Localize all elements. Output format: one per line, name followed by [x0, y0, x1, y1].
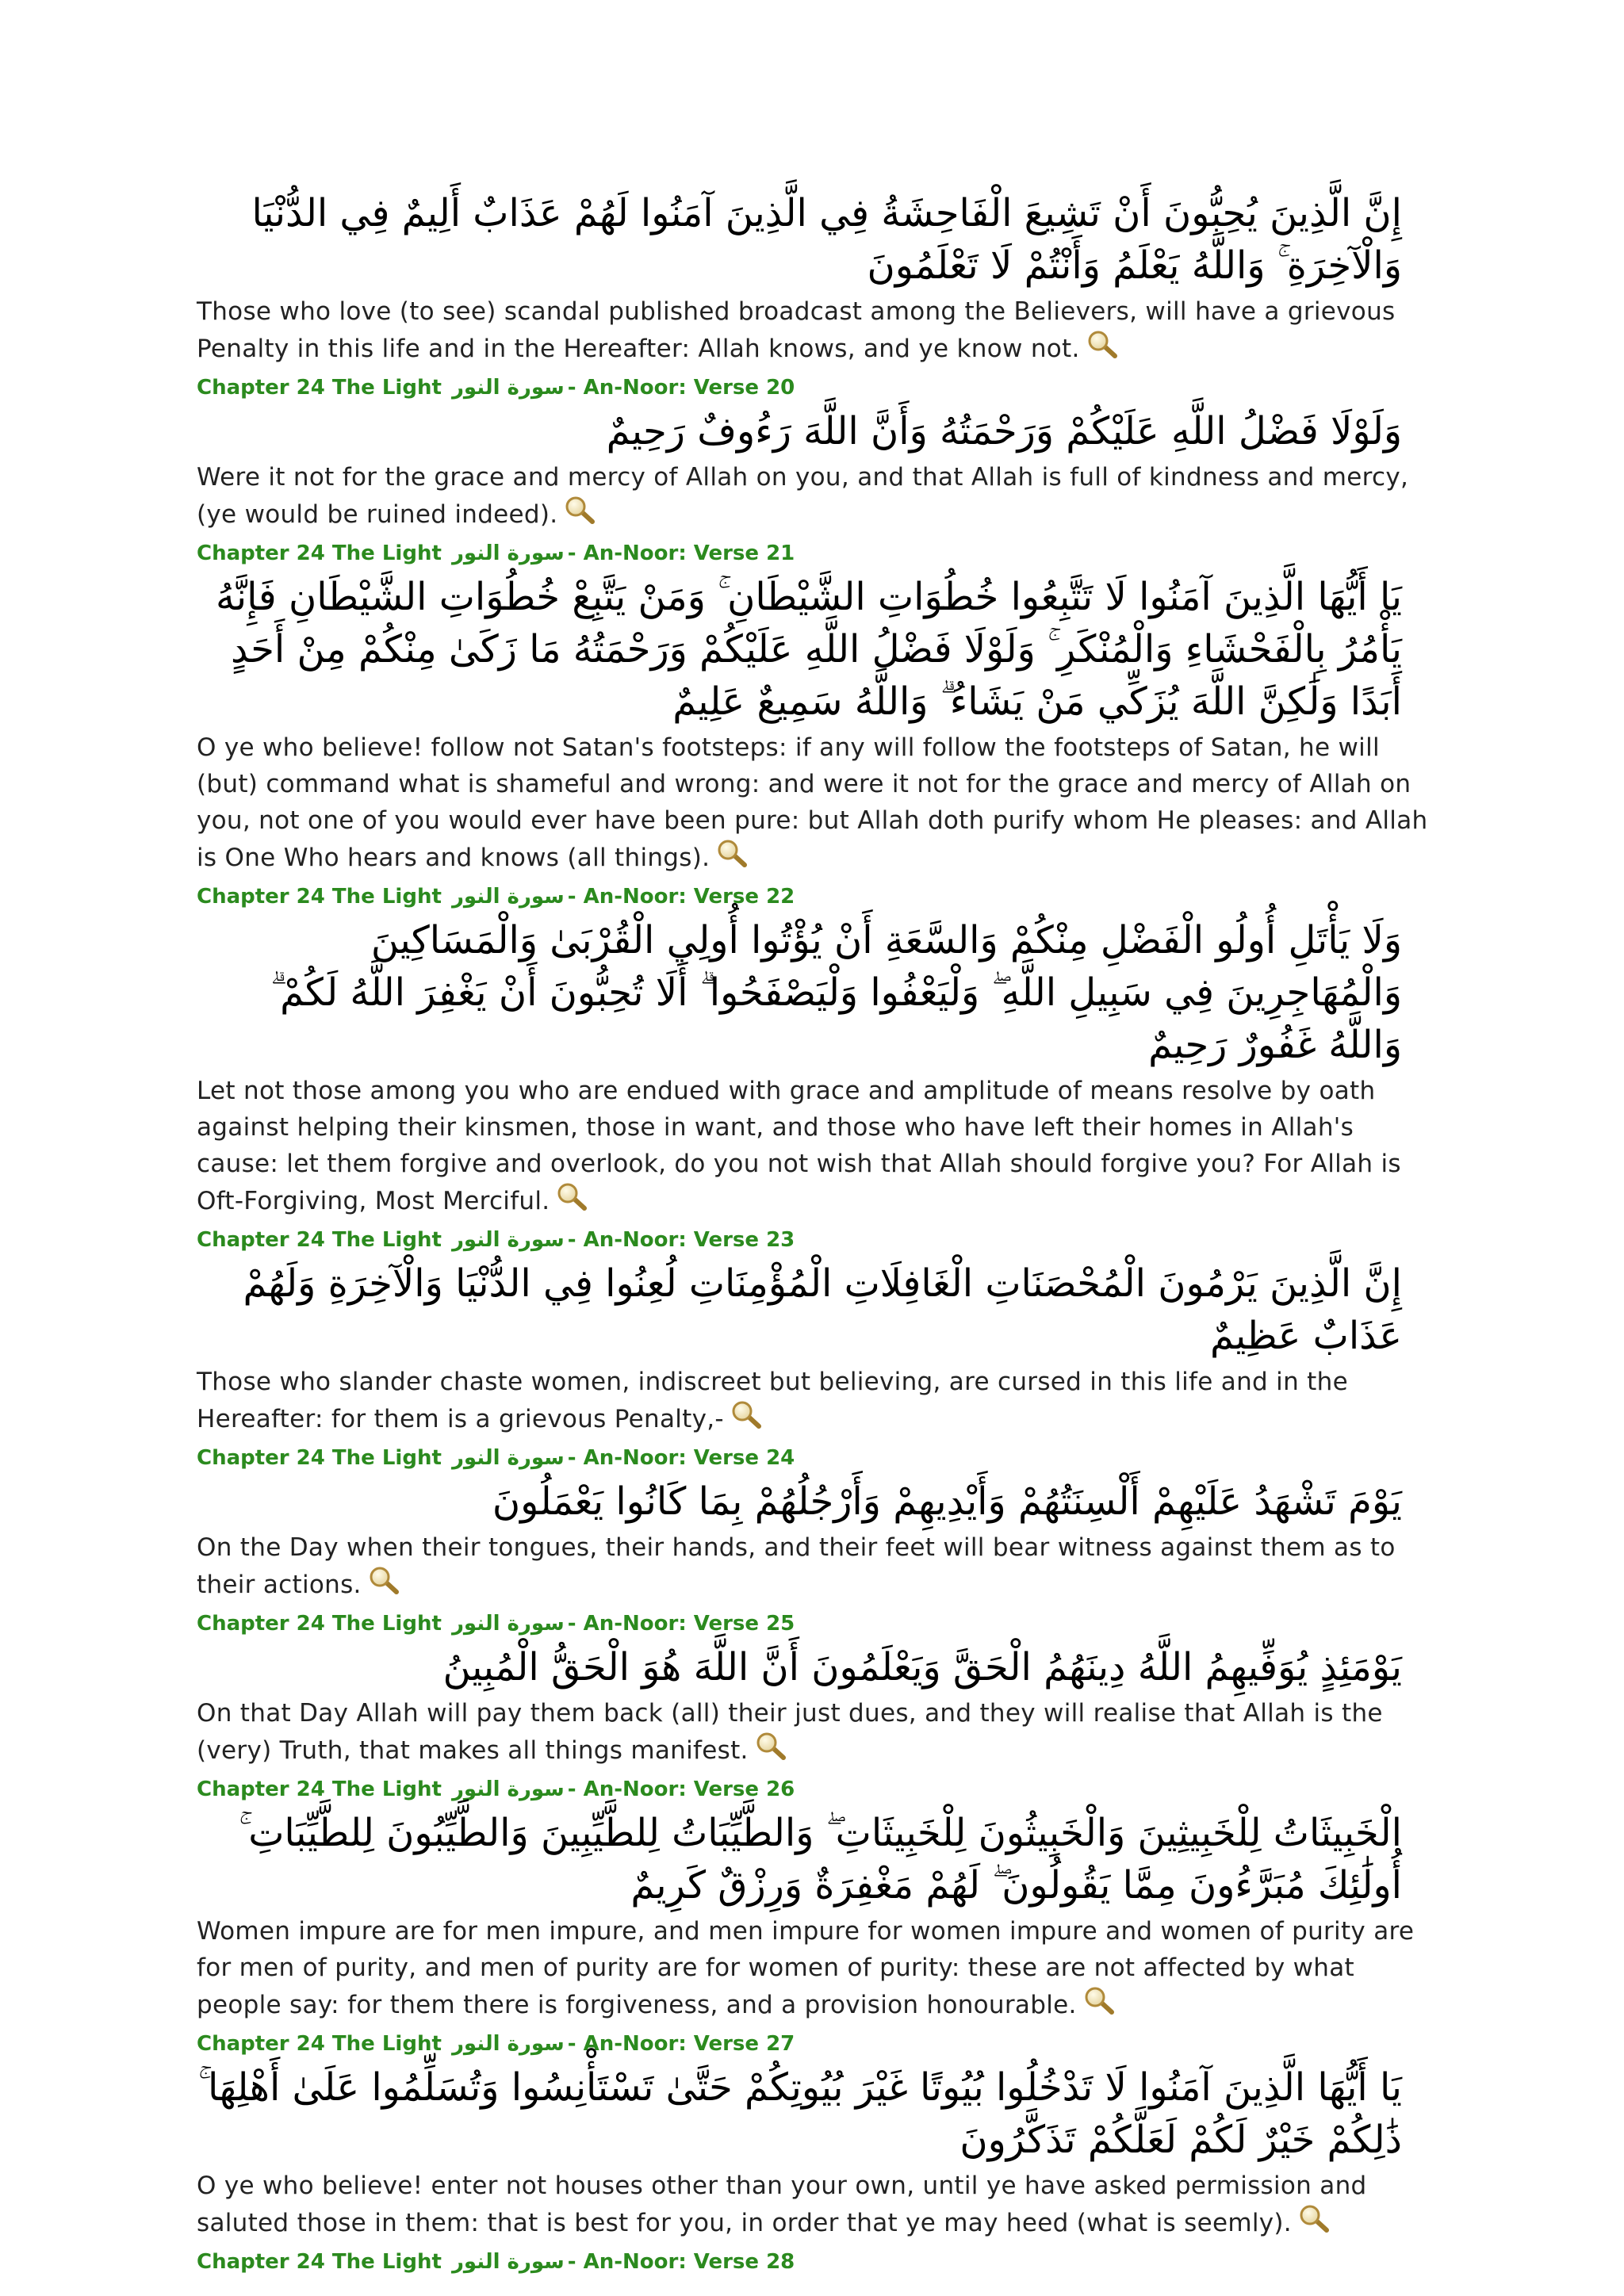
- verse-heading[interactable]: [197, 1775, 1434, 1804]
- chapter-label: Chapter 24 The Light: [197, 376, 442, 400]
- translation-text: Those who slander chaste women, indiscreet but believing, are cursed in this life and in the Hereafter: for them is a grievous Penalty,-: [197, 1368, 1348, 1433]
- verse-reference: - An-Noor: Verse 28: [567, 2250, 795, 2274]
- surah-arabic-name: سورة النور: [451, 1612, 565, 1636]
- translation-text: Women impure are for men impure, and men impure for women impure and women of purity are for men of purity, and men of purity are for women of purity: these are not affected by what people say: for them there is forgiveness, and a provision honourable.: [197, 1917, 1415, 2019]
- surah-arabic-name: سورة النور: [451, 2250, 565, 2274]
- verse-reference: - An-Noor: Verse 22: [567, 885, 795, 909]
- verse-reference: - An-Noor: Verse 25: [567, 1612, 795, 1636]
- translation-text: Let not those among you who are endued with grace and amplitude of means resolve by oath against helping their kinsmen, those in want, and those who have left their homes in Allah's cause: let them forgive and overlook, do you not wish that Allah should forgive you? For Allah is Oft-Forgiving, Most Merciful.: [197, 1077, 1401, 1215]
- chapter-label: Chapter 24 The Light: [197, 2250, 442, 2274]
- verse-block: [197, 187, 1434, 402]
- arabic-verse-text: يَوْمَ تَشْهَدُ عَلَيْهِمْ أَلْسِنَتُهُمْ وَأَيْدِيهِمْ وَأَرْجُلُهُمْ بِمَا كَانُوا يَعْمَلُونَ: [492, 1479, 1402, 1524]
- arabic-verse-text: وَلَا يَأْتَلِ أُولُو الْفَضْلِ مِنْكُمْ وَالسَّعَةِ أَنْ يُؤْتُوا أُولِي الْقُرْبَىٰ وَالْمَسَاكِينَ وَالْمُهَاجِرِينَ فِي سَبِيلِ اللَّهِ ۖ وَلْيَعْفُوا وَلْيَصْفَحُوا ۗ أَلَا تُحِبُّونَ أَنْ يَغْفِرَ اللَّهُ لَكُمْ ۗ وَاللَّهُ غَفُورٌ رَحِيمٌ: [270, 918, 1402, 1067]
- verse-reference: - An-Noor: Verse 23: [567, 1228, 795, 1252]
- verse-block: [197, 1807, 1434, 2058]
- verse-block: [197, 405, 1434, 568]
- document-page: [197, 187, 1434, 2279]
- surah-arabic-name: سورة النور: [451, 2032, 565, 2056]
- verse-block: [197, 914, 1434, 1254]
- chapter-label: Chapter 24 The Light: [197, 541, 442, 565]
- verse-heading[interactable]: [197, 373, 1434, 402]
- english-translation: [197, 729, 1434, 878]
- magnifier-icon[interactable]: [556, 1182, 588, 1221]
- english-translation: [197, 459, 1434, 534]
- surah-arabic-name: سورة النور: [451, 1228, 565, 1252]
- surah-arabic-name: سورة النور: [451, 1777, 565, 1801]
- verse-block: [197, 1641, 1434, 1804]
- verse-block: [197, 1475, 1434, 1638]
- magnifier-icon[interactable]: [1298, 2204, 1330, 2243]
- english-translation: [197, 1913, 1434, 2025]
- chapter-label: Chapter 24 The Light: [197, 2032, 442, 2056]
- chapter-label: Chapter 24 The Light: [197, 1228, 442, 1252]
- english-translation: [197, 293, 1434, 369]
- verse-block: [197, 1257, 1434, 1472]
- arabic-verse-text: إِنَّ الَّذِينَ يَرْمُونَ الْمُحْصَنَاتِ الْغَافِلَاتِ الْمُؤْمِنَاتِ لُعِنُوا فِي الدُّنْيَا وَالْآخِرَةِ وَلَهُمْ عَذَابٌ عَظِيمٌ: [243, 1261, 1402, 1358]
- magnifier-icon[interactable]: [755, 1732, 787, 1770]
- verse-heading[interactable]: [197, 1609, 1434, 1638]
- surah-arabic-name: سورة النور: [451, 541, 565, 565]
- verse-reference: - An-Noor: Verse 20: [567, 376, 795, 400]
- surah-arabic-name: سورة النور: [451, 1446, 565, 1470]
- magnifier-icon[interactable]: [730, 1400, 762, 1439]
- surah-arabic-name: سورة النور: [451, 376, 565, 400]
- magnifier-icon[interactable]: [1083, 1986, 1115, 2025]
- arabic-verse-text: يَا أَيُّهَا الَّذِينَ آمَنُوا لَا تَتَّبِعُوا خُطُوَاتِ الشَّيْطَانِ ۚ وَمَنْ يَتَّبِعْ خُطُوَاتِ الشَّيْطَانِ فَإِنَّهُ يَأْمُرُ بِالْفَحْشَاءِ وَالْمُنْكَرِ ۚ وَلَوْلَا فَضْلُ اللَّهِ عَلَيْكُمْ وَرَحْمَتُهُ مَا زَكَىٰ مِنْكُمْ مِنْ أَحَدٍ أَبَدًا وَلَٰكِنَّ اللَّهَ يُزَكِّي مَنْ يَشَاءُ ۗ وَاللَّهُ سَمِيعٌ عَلِيمٌ: [216, 575, 1402, 724]
- magnifier-icon[interactable]: [368, 1566, 400, 1605]
- translation-text: On the Day when their tongues, their hands, and their feet will bear witness against them as to their actions.: [197, 1533, 1396, 1599]
- arabic-verse-text: يَوْمَئِذٍ يُوَفِّيهِمُ اللَّهُ دِينَهُمُ الْحَقَّ وَيَعْلَمُونَ أَنَّ اللَّهَ هُوَ الْحَقُّ الْمُبِينُ: [442, 1645, 1402, 1689]
- verse-reference: - An-Noor: Verse 27: [567, 2032, 795, 2056]
- verse-reference: - An-Noor: Verse 24: [567, 1446, 795, 1470]
- surah-arabic-name: سورة النور: [451, 885, 565, 909]
- translation-text: Those who love (to see) scandal published broadcast among the Believers, will have a grievous Penalty in this life and in the Hereafter: Allah knows, and ye know not.: [197, 297, 1396, 363]
- english-translation: [197, 1073, 1434, 1221]
- verse-heading[interactable]: [197, 1444, 1434, 1472]
- verse-heading[interactable]: [197, 539, 1434, 568]
- chapter-label: Chapter 24 The Light: [197, 1446, 442, 1470]
- verse-heading[interactable]: [197, 2248, 1434, 2276]
- arabic-verse-text: وَلَوْلَا فَضْلُ اللَّهِ عَلَيْكُمْ وَرَحْمَتُهُ وَأَنَّ اللَّهَ رَءُوفٌ رَحِيمٌ: [606, 409, 1402, 453]
- verse-block: [197, 2061, 1434, 2276]
- verse-reference: - An-Noor: Verse 21: [567, 541, 795, 565]
- magnifier-icon[interactable]: [1086, 330, 1118, 369]
- arabic-verse-text: يَا أَيُّهَا الَّذِينَ آمَنُوا لَا تَدْخُلُوا بُيُوتًا غَيْرَ بُيُوتِكُمْ حَتَّىٰ تَسْتَأْنِسُوا وَتُسَلِّمُوا عَلَىٰ أَهْلِهَا ۚ ذَٰلِكُمْ خَيْرٌ لَكُمْ لَعَلَّكُمْ تَذَكَّرُونَ: [198, 2065, 1402, 2162]
- arabic-verse-text: إِنَّ الَّذِينَ يُحِبُّونَ أَنْ تَشِيعَ الْفَاحِشَةُ فِي الَّذِينَ آمَنُوا لَهُمْ عَذَابٌ أَلِيمٌ فِي الدُّنْيَا وَالْآخِرَةِ ۚ وَاللَّهُ يَعْلَمُ وَأَنْتُمْ لَا تَعْلَمُونَ: [251, 191, 1402, 288]
- english-translation: [197, 2168, 1434, 2243]
- english-translation: [197, 1364, 1434, 1439]
- translation-text: Were it not for the grace and mercy of Allah on you, and that Allah is full of kindness and mercy, (ye would be ruined indeed).: [197, 463, 1409, 529]
- verse-heading[interactable]: [197, 2030, 1434, 2058]
- translation-text: O ye who believe! enter not houses other than your own, until ye have asked permission and saluted those in them: that is best for you, in order that ye may heed (what is seemly).: [197, 2172, 1367, 2237]
- verse-block: [197, 571, 1434, 911]
- chapter-label: Chapter 24 The Light: [197, 1612, 442, 1636]
- verse-heading[interactable]: [197, 882, 1434, 911]
- english-translation: [197, 1529, 1434, 1605]
- verse-heading[interactable]: [197, 1226, 1434, 1254]
- magnifier-icon[interactable]: [564, 496, 596, 534]
- chapter-label: Chapter 24 The Light: [197, 1777, 442, 1801]
- translation-text: On that Day Allah will pay them back (all) their just dues, and they will realise that Allah is the (very) Truth, that makes all things manifest.: [197, 1699, 1383, 1765]
- verse-reference: - An-Noor: Verse 26: [567, 1777, 795, 1801]
- arabic-verse-text: الْخَبِيثَاتُ لِلْخَبِيثِينَ وَالْخَبِيثُونَ لِلْخَبِيثَاتِ ۖ وَالطَّيِّبَاتُ لِلطَّيِّبِينَ وَالطَّيِّبُونَ لِلطَّيِّبَاتِ ۚ أُولَٰئِكَ مُبَرَّءُونَ مِمَّا يَقُولُونَ ۖ لَهُمْ مَغْفِرَةٌ وَرِزْقٌ كَرِيمٌ: [239, 1811, 1402, 1908]
- magnifier-icon[interactable]: [716, 839, 748, 878]
- translation-text: O ye who believe! follow not Satan's footsteps: if any will follow the footsteps of Satan, he will (but) command what is shameful and wrong: and were it not for the grace and mercy of Allah on you, not one of you would ever have been pure: but Allah doth purify whom He pleases: and Allah is One Who hears and knows (all things).: [197, 733, 1428, 872]
- chapter-label: Chapter 24 The Light: [197, 885, 442, 909]
- english-translation: [197, 1695, 1434, 1770]
